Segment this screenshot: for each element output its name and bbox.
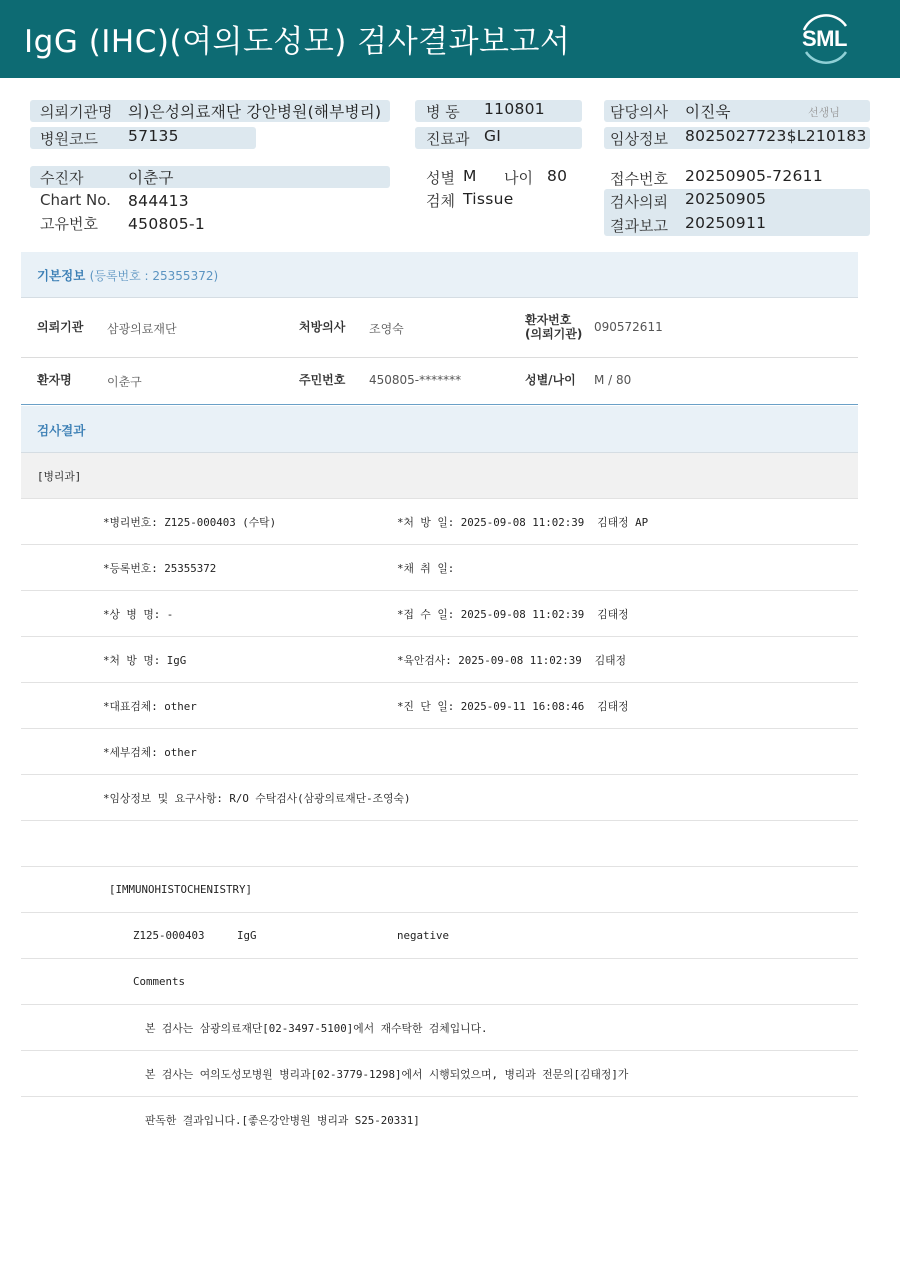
results-band xyxy=(21,406,858,453)
results-title: 검사결과 xyxy=(37,423,86,438)
institution-value: 의)은성의료재단 강안병원(해부병리) xyxy=(128,103,382,121)
specimen-value: Tissue xyxy=(463,190,514,208)
age-label: 나이 xyxy=(504,169,533,187)
report-title: IgG (IHC)(여의도성모) 검사결과보고서 xyxy=(24,24,571,60)
chart-label: Chart No. xyxy=(40,191,111,209)
collect-date: *채 취 일: xyxy=(397,562,455,575)
disease: *상 병 명: - xyxy=(103,608,174,621)
receipt-value: 20250905-72611 xyxy=(685,167,823,185)
hospital-code-label: 병원코드 xyxy=(40,130,98,148)
result-line-comment-1 xyxy=(21,1005,858,1051)
doctor-suffix: 선생님 xyxy=(808,106,840,119)
department-value: GI xyxy=(484,127,502,145)
age-value: 80 xyxy=(547,167,568,185)
reg-no: *등록번호: 25355372 xyxy=(103,562,217,575)
result-line-2 xyxy=(21,545,858,591)
receipt-date: *접 수 일: 2025-09-08 11:02:39 김태정 xyxy=(397,608,629,621)
prescriber-th: 처방의사 xyxy=(299,320,346,334)
patient-value: 이춘구 xyxy=(128,169,174,187)
name-th: 환자명 xyxy=(37,373,72,387)
resident-td: 450805-******* xyxy=(369,373,462,387)
registration-number: (등록번호 : 25355372) xyxy=(89,269,219,283)
result-line-blank xyxy=(21,821,858,867)
result-line-ihc xyxy=(21,913,858,959)
prescriber-td: 조영숙 xyxy=(369,322,404,336)
sml-logo xyxy=(796,12,854,66)
basic-info-row-2 xyxy=(21,358,858,405)
section-band xyxy=(21,453,858,499)
patient-label: 수진자 xyxy=(40,169,84,187)
report-header xyxy=(0,0,900,78)
institution-th: 의뢰기관 xyxy=(37,320,84,334)
request-date-label: 검사의뢰 xyxy=(610,193,668,211)
section-label: [병리과] xyxy=(37,470,82,483)
unique-label: 고유번호 xyxy=(40,215,98,233)
main-specimen: *대표검체: other xyxy=(103,700,197,713)
ihc-result: negative xyxy=(397,929,450,942)
unique-value: 450805-1 xyxy=(128,215,206,233)
logo-text: SML xyxy=(802,26,847,51)
diagnosis-date: *진 단 일: 2025-09-11 16:08:46 김태정 xyxy=(397,700,629,713)
basic-info-band xyxy=(21,252,858,298)
request-date-value: 20250905 xyxy=(685,190,767,208)
specimen-label: 검체 xyxy=(426,192,455,210)
report-date-label: 결과보고 xyxy=(610,217,668,235)
result-line-1 xyxy=(21,499,858,545)
result-line-ihc-title xyxy=(21,867,858,913)
name-td: 이춘구 xyxy=(107,375,142,389)
ihc-title: [IMMUNOHISTOCHENISTRY] xyxy=(109,883,253,896)
institution-td: 삼광의료재단 xyxy=(107,322,177,336)
comment-2: 본 검사는 여의도성모병원 병리과[02-3779-1298]에서 시행되었으며, 병리과 전문의[김태정]가 xyxy=(145,1068,629,1081)
detail-specimen: *세부검체: other xyxy=(103,746,197,759)
hospital-code-value: 57135 xyxy=(128,127,179,145)
result-line-5 xyxy=(21,683,858,729)
clinical-request: *임상정보 및 요구사항: R/O 수탁검사(삼광의료재단-조영숙) xyxy=(103,792,411,805)
ward-value: 110801 xyxy=(484,100,545,118)
sex-value: M xyxy=(463,167,477,185)
ihc-id: Z125-000403 xyxy=(133,929,205,942)
doctor-value: 이진욱 xyxy=(685,103,731,121)
comment-3: 판독한 결과입니다.[좋은강안병원 병리과 S25-20331] xyxy=(145,1114,420,1127)
prescribe-date: *처 방 일: 2025-09-08 11:02:39 김태정 AP xyxy=(397,516,649,529)
patient-no-td: 090572611 xyxy=(594,320,663,334)
basic-info-row-1 xyxy=(21,298,858,358)
clinical-info-value: 8025027723$L210183 xyxy=(685,127,867,145)
ihc-marker: IgG xyxy=(237,929,257,942)
patient-pill xyxy=(30,166,390,188)
path-no: *병리번호: Z125-000403 (수탁) xyxy=(103,516,277,529)
sexage-th: 성별/나이 xyxy=(525,373,576,387)
clinical-info-label: 임상정보 xyxy=(610,130,668,148)
result-line-3 xyxy=(21,591,858,637)
result-line-7 xyxy=(21,775,858,821)
patient-no-th: 환자번호 (의뢰기관) xyxy=(525,313,583,341)
doctor-label: 담당의사 xyxy=(610,103,668,121)
ward-label: 병 동 xyxy=(426,103,460,121)
result-line-comment-3 xyxy=(21,1097,858,1143)
report-date-value: 20250911 xyxy=(685,214,767,232)
comment-1: 본 검사는 삼광의료재단[02-3497-5100]에서 재수탁한 검체입니다. xyxy=(145,1022,488,1035)
resident-th: 주민번호 xyxy=(299,373,346,387)
comments-label: Comments xyxy=(133,975,186,988)
order-name: *처 방 명: IgG xyxy=(103,654,187,667)
result-line-4 xyxy=(21,637,858,683)
institution-label: 의뢰기관명 xyxy=(40,103,113,121)
sexage-td: M / 80 xyxy=(594,373,632,387)
receipt-label: 접수번호 xyxy=(610,170,668,188)
department-label: 진료과 xyxy=(426,130,470,148)
basic-info-title: 기본정보 (등록번호 : 25355372) xyxy=(37,268,219,283)
result-line-comments xyxy=(21,959,858,1005)
result-line-6 xyxy=(21,729,858,775)
sex-label: 성별 xyxy=(426,169,455,187)
gross-exam: *육안검사: 2025-09-08 11:02:39 김태정 xyxy=(397,654,627,667)
chart-value: 844413 xyxy=(128,192,189,210)
result-line-comment-2 xyxy=(21,1051,858,1097)
